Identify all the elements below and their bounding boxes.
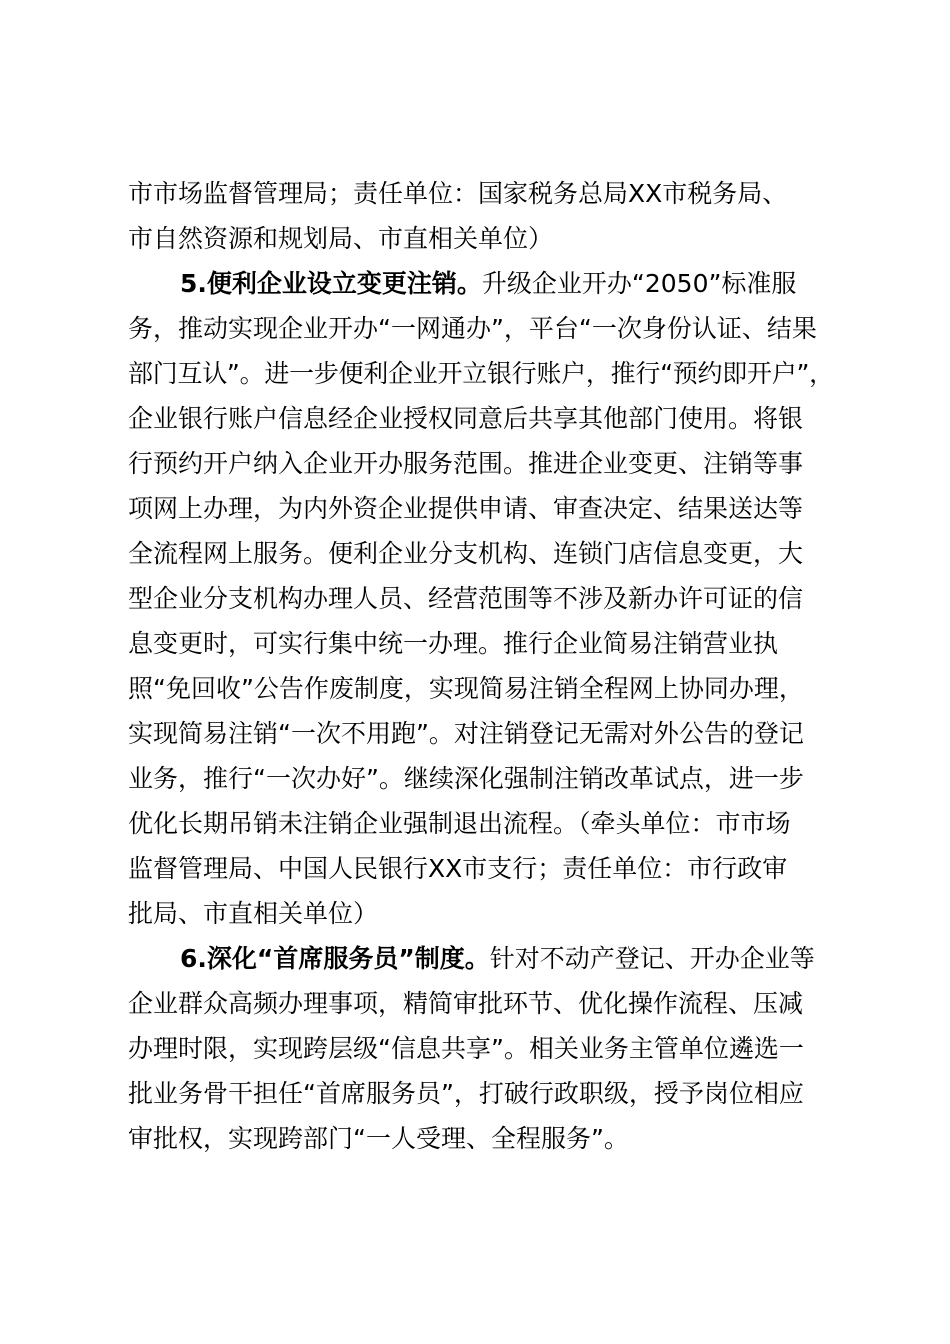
text-line: 行预约开户纳入企业开办服务范围。推进企业变更、注销等事 [128,449,804,478]
item-6-first-line-text: 针对不动产登记、开办企业等 [489,944,815,973]
text-line: 批业务骨干担任“首席服务员”，打破行政职级，授予岗位相应 [128,1079,804,1108]
item-5-first-line [128,261,834,306]
text-line: 优化长期吊销未注销企业强制退出流程。（牵头单位：市市场 [128,809,791,838]
item-6-paragraph [128,936,834,1161]
text-line: 批局、市直相关单位） [128,899,379,928]
text-line: 企业群众高频办理事项，精简审批环节、优化操作流程、压减 [128,989,804,1018]
text-line: 业务，推行“一次办好”。继续深化强制注销改革试点，进一步 [128,764,804,793]
item-6-first-line [128,936,834,981]
text-line: 监督管理局、中国人民银行XX市支行；责任单位：市行政审 [128,854,788,883]
text-line: 务，推动实现企业开办“一网通办”，平台“一次身份认证、结果 [128,314,817,343]
text-line: 实现简易注销“一次不用跑”。对注销登记无需对外公告的登记 [128,719,804,748]
text-line: 市自然资源和规划局、市直相关单位） [128,224,554,253]
item-5-heading: 5.便利企业设立变更注销。 [180,269,482,298]
text-line: 市市场监督管理局；责任单位：国家税务总局XX市税务局、 [128,179,788,208]
text-line: 办理时限，实现跨层级“信息共享”。相关业务主管单位遴选一 [128,1034,804,1063]
item-5-first-line-text: 升级企业开办“2050”标准服 [481,269,797,298]
text-line: 全流程网上服务。便利企业分支机构、连锁门店信息变更，大 [128,539,804,568]
text-line: 型企业分支机构办理人员、经营范围等不涉及新办许可证的信 [128,584,804,613]
text-line: 照“免回收”公告作废制度，实现简易注销全程网上协同办理， [128,674,804,703]
text-line: 部门互认”。进一步便利企业开立银行账户，推行“预约即开户”， [128,359,834,388]
text-line: 审批权，实现跨部门“一人受理、全程服务”。 [128,1124,629,1153]
text-line: 企业银行账户信息经企业授权同意后共享其他部门使用。将银 [128,404,804,433]
top-fragment-paragraph [128,171,834,261]
text-line: 项网上办理，为内外资企业提供申请、审查决定、结果送达等 [128,494,804,523]
item-6-heading: 6.深化“首席服务员”制度。 [180,944,490,973]
item-5-paragraph [128,261,834,936]
text-line: 息变更时，可实行集中统一办理。推行企业简易注销营业执 [128,629,779,658]
